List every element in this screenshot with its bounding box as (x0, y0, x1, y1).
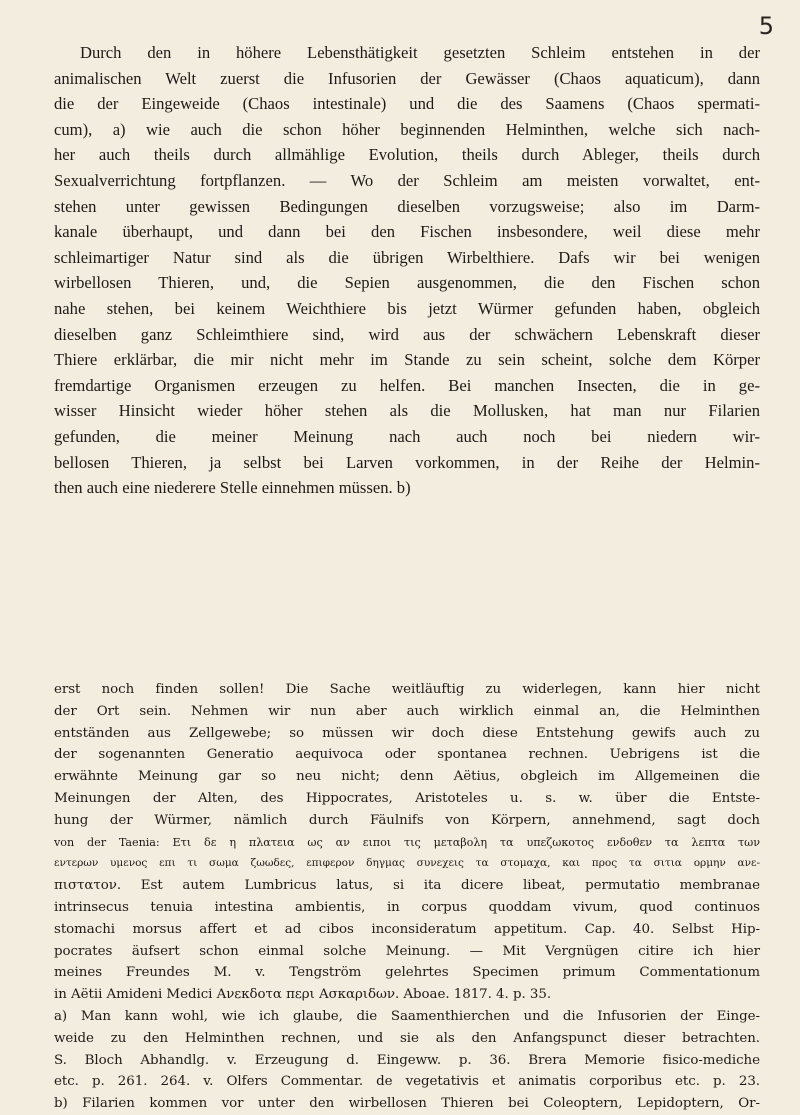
footnotes-block (54, 679, 760, 1115)
footnote-a-line: a) Man kann wohl, wie ich glaube, die Saamenthierchen und die Infusorien der Einge- (54, 1008, 760, 1024)
footnote-line: der Ort sein. Nehmen wir nun aber auch wirklich einmal an, die Helminthen (54, 703, 760, 719)
footnote-line: pocrates äufsert schon einmal solche Meinung. — Mit Vergnügen citire ich hier (54, 943, 760, 959)
footnote-line: der sogenannten Generatio aequivoca oder spontanea rechnen. Uebrigens ist die (54, 747, 760, 763)
footnote-line: stomachi morsus affert et ad cibos inconsideratum appetitum. Cap. 40. Selbst Hip- (54, 921, 760, 937)
footnote-a-line: weide zu den Helminthen rechnen, und sie als den Anfangspunct dieser betrachten. (54, 1030, 760, 1046)
footnote-a-line: etc. p. 261. 264. v. Olfers Commentar. de vegetativis et animatis corporibus etc. p. 23. (54, 1074, 760, 1090)
text-line: wisser Hinsicht wieder höher stehen als die Mollusken, hat man nur Filarien (54, 401, 760, 421)
text-line: Sexualverrichtung fortpflanzen. — Wo der Schleim am meisten vorwaltet, ent- (54, 170, 760, 190)
text-line: bellosen Thieren, ja selbst bei Larven vorkommen, in der Reihe der Helmin- (54, 452, 760, 472)
text-line: Durch den in höhere Lebensthätigkeit gesetzten Schleim entstehen in der (80, 43, 760, 62)
footnote-line: entständen aus Zellgewebe; so müssen wir doch diese Entstehung gewifs auch zu (54, 725, 760, 741)
text-line: animalischen Welt zuerst die Infusorien der Gewässer (Chaos aquaticum), dann (54, 68, 760, 88)
footnote-b-line: b) Filarien kommen vor unter den wirbellosen Thieren bei Coleoptern, Lepidoptern, Or- (54, 1096, 760, 1112)
text-line: nahe stehen, bei keinem Weichthiere bis jetzt Würmer gefunden haben, obgleich (54, 298, 760, 318)
text-line: fremdartige Organismen erzeugen zu helfen. Bei manchen Insecten, die in ge- (54, 375, 760, 395)
footnote-line: erwähnte Meinung gar so neu nicht; denn Aëtius, obgleich im Allgemeinen die (54, 769, 760, 785)
footnote-a-line: S. Bloch Abhandlg. v. Erzeugung d. Eingeww. p. 36. Brera Memorie fisico-mediche (54, 1052, 760, 1068)
greek-quote-line: εντερων υμενος επι τι σωμα ζωωδες, επιφερον δηγμας συνεχεις τα στομαχα, και προς τα σιτια ορμην ανε- (54, 857, 760, 870)
text-line: die der Eingeweide (Chaos intestinale) und die des Saamens (Chaos spermati- (54, 94, 760, 114)
text-line: then auch eine niederere Stelle einnehmen müssen. b) (54, 478, 411, 498)
text-line: gefunden, die meiner Meinung nach auch noch bei niedern wir- (54, 426, 760, 446)
footnote-line: Meinungen der Alten, des Hippocrates, Aristoteles u. s. w. über die Entste- (54, 790, 760, 806)
text-line: stehen unter gewissen Bedingungen dieselben vorzugsweise; also im Darm- (54, 196, 760, 216)
text-line: her auch theils durch allmählige Evolution, theils durch Ableger, theils durch (54, 145, 760, 165)
greek-quote-line: von der Taenia: Ετι δε η πλατεια ως αν ειποι τις μεταβολη τα υπεζωκοτος ενδοθεν τα λεπτα των (54, 835, 760, 849)
footnote-line: erst noch finden sollen! Die Sache weitläuftig zu widerlegen, kann hier nicht (54, 682, 760, 697)
text-line: cum), a) wie auch die schon höher beginnenden Helminthen, welche sich nach- (54, 119, 760, 139)
text-line: Thiere erklärbar, die mir nicht mehr im Stande zu sein scheint, solche dem Körper (54, 350, 760, 370)
footnote-line: in Aëtii Amideni Medici Ανεκδοτα περι Ασκαριδων. Aboae. 1817. 4. p. 35. (54, 987, 552, 1003)
text-line: kanale überhaupt, und dann bei den Fischen insbesondere, weil diese mehr (54, 222, 760, 242)
main-text-block (54, 40, 760, 501)
footnote-line: intrinsecus tenuia intestina ambientis, in corpus quoddam vivum, quod continuos (54, 899, 760, 915)
footnote-line: πιστατον. Est autem Lumbricus latus, si ita dicere libeat, permutatio membranae (54, 878, 760, 894)
footnote-line: hung der Würmer, nämlich durch Fäulnifs von Körpern, annehmend, sagt doch (54, 812, 760, 828)
text-line: dieselben ganz Schleimthiere sind, wird aus der schwächern Lebenskraft dieser (54, 324, 760, 344)
text-line: schleimartiger Natur sind als die übrigen Wirbelthiere. Dafs wir bei wenigen (54, 247, 760, 267)
footnote-line: meines Freundes M. v. Tengström gelehrtes Specimen primum Commentationum (54, 965, 760, 981)
text-line: wirbellosen Thieren, und, die Sepien ausgenommen, die den Fischen schon (54, 273, 760, 293)
page-number: 5 (758, 12, 774, 40)
